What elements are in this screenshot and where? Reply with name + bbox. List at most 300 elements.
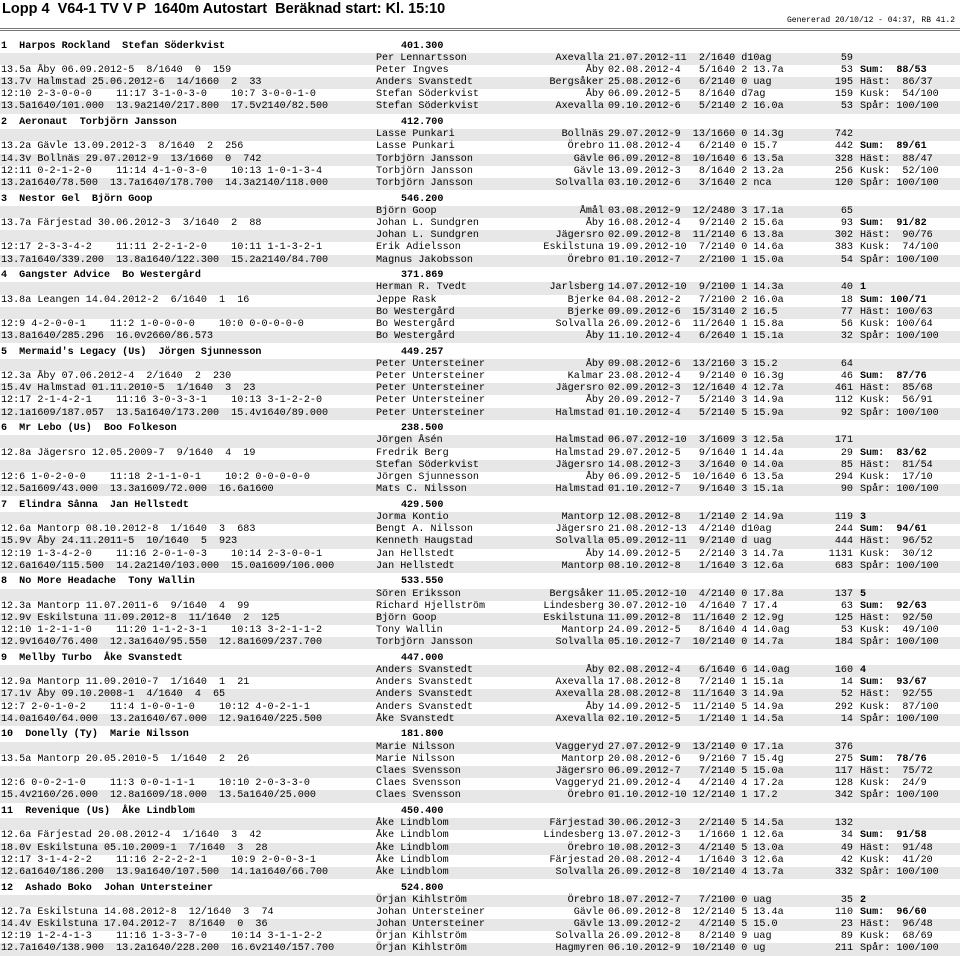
horse-line: [0, 65, 960, 77]
line-earnings: 1131: [828, 548, 853, 560]
line-track: Mantorp: [561, 625, 604, 637]
line-track: Vaggeryd: [555, 741, 604, 753]
line-stats: Sum: 94/61: [860, 524, 927, 536]
line-start-record: 21.08.2012-13 4/2140 d10ag: [608, 524, 772, 536]
horse-line: [0, 448, 960, 460]
line-start-record: 10.08.2012-3 4/2140 5 13.0a: [608, 842, 784, 854]
horse-line: [0, 359, 960, 371]
horse-name-driver: 11 Revenique (Us) Åke Lindblom: [1, 806, 195, 817]
line-stats: Sum: 91/82: [860, 217, 927, 229]
line-driver: Bo Westergård: [376, 318, 455, 330]
line-history: 12.3a Mantorp 11.07.2011-6 9/1640 4 99: [1, 600, 250, 612]
horse-name-driver: 10 Donelly (Ty) Marie Nilsson: [1, 729, 189, 741]
line-driver: Johan L. Sundgren: [376, 230, 479, 242]
line-track: Åby: [585, 358, 604, 370]
horse-line: [0, 677, 960, 689]
line-stats: Spår: 100/100: [860, 484, 939, 496]
line-stats: Häst: 100/63: [860, 306, 933, 318]
horse-line: [0, 637, 960, 649]
line-driver: Jan Hellstedt: [376, 548, 455, 560]
line-start-record: 05.10.2012-7 10/2140 0 14.7a: [608, 637, 784, 649]
line-stats: Spår: 100/100: [860, 177, 939, 189]
line-start-record: 30.06.2012-3 2/2140 5 14.5a: [608, 818, 784, 830]
line-driver: Magnus Jakobsson: [376, 254, 473, 266]
line-earnings: 683: [834, 560, 853, 572]
line-track: Jägersro: [555, 383, 604, 395]
line-start-record: 17.08.2012-8 7/2140 1 15.1a: [608, 677, 784, 689]
line-stats: Sum: 92/63: [860, 600, 927, 612]
horse-line: [0, 601, 960, 613]
horse-points: 449.257: [401, 346, 444, 358]
line-history: 13.5a Åby 06.09.2012-5 8/1640 0 159: [1, 64, 232, 76]
line-driver: Åke Svanstedt: [376, 713, 455, 725]
horse-line: [0, 790, 960, 802]
horse-line: [0, 742, 960, 754]
line-track: Mantorp: [561, 560, 604, 572]
horse-line: [0, 830, 960, 842]
line-earnings: 342: [834, 790, 853, 802]
horse-line: [0, 907, 960, 919]
line-stats: Kusk: 56/91: [860, 395, 933, 407]
line-track: Solvalla: [555, 637, 604, 649]
line-stats: Spår: 100/100: [860, 407, 939, 419]
line-earnings: 292: [834, 701, 853, 713]
horse-block: [0, 270, 960, 343]
line-stats: Häst: 96/52: [860, 536, 933, 548]
line-start-record: 06.09.2012-8 12/2140 5 13.4a: [608, 906, 784, 918]
line-driver: Erik Adielsson: [376, 242, 461, 254]
horse-block: [0, 883, 960, 956]
line-start-record: 20.08.2012-6 9/2160 7 15.4g: [608, 753, 784, 765]
horse-line: [0, 242, 960, 254]
line-track: Gävle: [573, 919, 604, 931]
line-driver: Stefan Söderkvist: [376, 101, 479, 113]
line-stats: Kusk: 30/12: [860, 548, 933, 560]
line-driver: Fredrik Berg: [376, 447, 449, 459]
line-earnings: 63: [840, 600, 853, 612]
line-driver: Lasse Punkari: [376, 141, 455, 153]
line-start-record: 05.09.2012-11 9/2140 d uag: [608, 536, 772, 548]
line-track: Solvalla: [555, 536, 604, 548]
line-history: 15.4v Halmstad 01.11.2010-5 1/1640 3 23: [1, 383, 256, 395]
line-track: Åby: [585, 665, 604, 677]
line-start-record: 09.10.2012-6 5/2140 2 16.0a: [608, 101, 784, 113]
line-stats: Kusk: 68/69: [860, 931, 933, 943]
line-start-record: 01.10.2012-10 12/2140 1 17.2: [608, 790, 778, 802]
line-driver: Jan Hellstedt: [376, 560, 455, 572]
line-track: Åby: [585, 701, 604, 713]
line-earnings: 119: [834, 511, 853, 523]
line-history: 13.7a1640/339.200 13.8a1640/122.300 15.2a2140/84.700: [1, 254, 329, 266]
line-driver: Tony Wallin: [376, 625, 443, 637]
line-stats: Sum: 78/76: [860, 753, 927, 765]
line-start-record: 13.09.2012-3 8/1640 2 13.2a: [608, 165, 784, 177]
line-history: 12:17 2-3-3-4-2 11:11 2-2-1-2-0 10:11 1-1-3-2-1: [1, 242, 323, 254]
horse-line: [0, 766, 960, 778]
line-stats: Kusk: 17/10: [860, 472, 933, 483]
horse-points: 546.200: [401, 193, 444, 205]
line-start-record: 25.08.2012-6 6/2140 0 uag: [608, 77, 772, 89]
line-track: Åby: [585, 331, 604, 343]
line-stats: Kusk: 41/20: [860, 854, 933, 866]
line-earnings: 112: [834, 395, 853, 407]
horse-name-driver: 6 Mr Lebo (Us) Boo Folkeson: [1, 423, 177, 435]
line-start-record: 01.10.2012-7 9/1640 3 15.1a: [608, 484, 784, 496]
line-start-record: 06.09.2012-5 8/1640 d7ag: [608, 89, 766, 101]
horse-name-driver: 3 Nestor Gel Björn Goop: [1, 193, 153, 205]
horse-block: [0, 806, 960, 879]
line-track: Jägersro: [555, 766, 604, 777]
line-driver: Claes Svensson: [376, 790, 461, 802]
line-earnings: 376: [834, 741, 853, 753]
line-stats: Kusk: 24/9: [860, 778, 927, 790]
line-earnings: 14: [840, 713, 853, 725]
line-start-record: 14.09.2012-5 2/2140 3 14.7a: [608, 548, 784, 560]
line-track: Åby: [585, 548, 604, 560]
line-stats: Sum: 91/58: [860, 830, 927, 842]
line-track: Åby: [585, 472, 604, 483]
horse-line: [0, 714, 960, 726]
line-driver: Jeppe Rask: [376, 294, 437, 306]
line-track: Axevalla: [555, 677, 604, 689]
line-track: Örebro: [567, 894, 604, 906]
line-track: Jägersro: [555, 524, 604, 536]
line-earnings: 46: [840, 371, 853, 383]
line-earnings: 195: [834, 77, 853, 89]
line-earnings: 77: [840, 306, 853, 318]
line-track: Mantorp: [561, 511, 604, 523]
line-track: Åby: [585, 64, 604, 76]
horse-line: [0, 218, 960, 230]
line-start-record: 26.09.2012-8 10/2140 4 13.7a: [608, 866, 784, 878]
line-earnings: 442: [834, 141, 853, 153]
line-start-record: 13.07.2012-3 1/1660 1 12.6a: [608, 830, 784, 842]
horse-line: [0, 435, 960, 447]
horse-line: [0, 371, 960, 383]
line-history: 13.2a1640/78.500 13.7a1640/178.700 14.3a2140/118.000: [1, 177, 329, 189]
line-start-record: 06.09.2012-8 10/1640 6 13.5a: [608, 153, 784, 165]
line-start-record: 09.08.2012-6 13/2160 3 15.2: [608, 358, 778, 370]
line-track: Solvalla: [555, 931, 604, 943]
line-start-record: 14.07.2012-10 9/2100 1 14.3a: [608, 282, 784, 294]
horse-block: [0, 500, 960, 573]
line-stats: Sum: 89/61: [860, 141, 927, 153]
line-earnings: 294: [834, 472, 853, 483]
horse-line: [0, 778, 960, 790]
line-history: 12.3a Åby 07.06.2012-4 2/1640 2 230: [1, 371, 232, 383]
line-earnings: 461: [834, 383, 853, 395]
line-stats: Spår: 100/100: [860, 713, 939, 725]
line-track: Jägersro: [555, 230, 604, 242]
line-stats: Häst: 96/48: [860, 919, 933, 931]
horse-points: 533.550: [401, 576, 444, 588]
line-stats: Häst: 85/68: [860, 383, 933, 395]
line-history: 14.4v Eskilstuna 17.04.2012-7 8/1640 0 36: [1, 919, 268, 931]
line-track: Åby: [585, 217, 604, 229]
horse-header: [0, 653, 960, 665]
horse-line: [0, 395, 960, 407]
line-driver: Bo Westergård: [376, 306, 455, 318]
horse-line: [0, 53, 960, 65]
line-start-record: 20.08.2012-4 1/1640 3 12.6a: [608, 854, 784, 866]
line-history: 12.6a Färjestad 20.08.2012-4 1/1640 3 42: [1, 830, 262, 842]
line-earnings: 85: [840, 459, 853, 471]
line-history: 12:17 2-1-4-2-1 11:16 3-0-3-3-1 10:13 3-1-2-2-0: [1, 395, 323, 407]
line-earnings: 14: [840, 677, 853, 689]
line-history: 13.5a1640/101.000 13.9a2140/217.800 17.5v2140/82.500: [1, 101, 329, 113]
line-stats: Kusk: 54/100: [860, 89, 939, 101]
line-earnings: 383: [834, 242, 853, 254]
line-earnings: 53: [840, 64, 853, 76]
horse-header: [0, 806, 960, 818]
horse-points: 371.869: [401, 270, 444, 282]
line-earnings: 117: [834, 766, 853, 777]
line-driver: Johan Untersteiner: [376, 919, 486, 931]
line-earnings: 211: [834, 943, 853, 955]
horse-line: [0, 295, 960, 307]
line-start-record: 02.10.2012-5 1/2140 1 14.5a: [608, 713, 784, 725]
line-history: 14.3v Bollnäs 29.07.2012-9 13/1660 0 742: [1, 153, 262, 165]
line-start-record: 11.08.2012-4 6/2140 0 15.7: [608, 141, 778, 153]
line-driver: Kenneth Haugstad: [376, 536, 473, 548]
line-driver: Bengt A. Nilsson: [376, 524, 473, 536]
line-history: 12:6 0-0-2-1-0 11:3 0-0-1-1-1 10:10 2-0-3-3-0: [1, 778, 310, 790]
line-track: Örebro: [567, 254, 604, 266]
line-stats: Häst: 75/72: [860, 766, 933, 777]
line-track: Örebro: [567, 141, 604, 153]
line-earnings: 23: [840, 919, 853, 931]
horse-header: [0, 347, 960, 359]
line-earnings: 49: [840, 842, 853, 854]
horse-header: [0, 883, 960, 895]
line-start-record: 01.10.2012-4 5/2140 5 15.9a: [608, 407, 784, 419]
line-driver: Torbjörn Jansson: [376, 637, 473, 649]
line-start-record: 29.07.2012-9 13/1660 0 14.3g: [608, 129, 784, 141]
line-track: Halmstad: [555, 435, 604, 447]
horse-line: [0, 855, 960, 867]
line-earnings: 137: [834, 588, 853, 600]
line-driver: Peter Untersteiner: [376, 358, 486, 370]
line-start-record: 06.09.2012-5 10/1640 6 13.5a: [608, 472, 784, 483]
horse-line: [0, 408, 960, 420]
line-track: Lindesberg: [543, 600, 604, 612]
line-start-record: 06.09.2012-7 7/2140 5 15.0a: [608, 766, 784, 777]
line-track: Färjestad: [549, 818, 604, 830]
line-stats: Häst: 92/50: [860, 612, 933, 624]
line-driver: Torbjörn Jansson: [376, 153, 473, 165]
line-stats: Häst: 90/76: [860, 230, 933, 242]
line-driver: Peter Untersteiner: [376, 395, 486, 407]
line-earnings: 332: [834, 866, 853, 878]
line-start-record: 14.09.2012-5 11/2140 5 14.9a: [608, 701, 784, 713]
line-driver: Sören Eriksson: [376, 588, 461, 600]
horse-line: [0, 484, 960, 496]
horse-block: [0, 347, 960, 420]
line-driver: Richard Hjellström: [376, 600, 486, 612]
horse-line: [0, 895, 960, 907]
line-driver: Peter Untersteiner: [376, 383, 486, 395]
line-stats: Kusk: 87/100: [860, 701, 939, 713]
line-start-record: 11.09.2012-8 11/1640 2 12.9g: [608, 612, 784, 624]
line-history: 15.9v Åby 24.11.2011-5 10/1640 5 923: [1, 536, 238, 548]
header-rule-lower: [0, 30, 960, 31]
line-driver: Åke Lindblom: [376, 866, 449, 878]
line-earnings: 302: [834, 230, 853, 242]
line-earnings: 444: [834, 536, 853, 548]
line-track: Örebro: [567, 790, 604, 802]
horse-line: [0, 331, 960, 343]
line-history: 12.7a Eskilstuna 14.08.2012-8 12/1640 3 74: [1, 906, 274, 918]
line-track: Jägersro: [555, 459, 604, 471]
generated-timestamp: Genererad 20/10/12 - 04:37, RB 41.2: [786, 16, 955, 25]
horse-header: [0, 41, 960, 53]
line-stats: Kusk: 52/100: [860, 165, 939, 177]
line-start-record: 02.09.2012-3 12/1640 4 12.7a: [608, 383, 784, 395]
line-stats: Sum: 100/71: [860, 294, 927, 306]
horse-line: [0, 536, 960, 548]
horse-line: [0, 206, 960, 218]
line-start-record: 02.08.2012-4 5/1640 2 13.7a: [608, 64, 784, 76]
line-stats: Spår: 100/100: [860, 637, 939, 649]
line-track: Kalmar: [567, 371, 604, 383]
horse-line: [0, 549, 960, 561]
line-stats: Spår: 100/100: [860, 254, 939, 266]
horse-name-driver: 2 Aeronaut Torbjörn Jansson: [1, 117, 177, 129]
horse-points: 401.300: [401, 40, 444, 52]
line-earnings: 42: [840, 854, 853, 866]
horse-line: [0, 178, 960, 190]
line-track: Åby: [585, 395, 604, 407]
header-rule: [0, 28, 960, 29]
line-stats: 2: [860, 894, 867, 906]
horse-line: [0, 818, 960, 830]
line-history: 13.8a Leangen 14.04.2012-2 6/1640 1 16: [1, 294, 250, 306]
line-driver: Bo Westergård: [376, 331, 455, 343]
line-driver: Peter Untersteiner: [376, 407, 486, 419]
horse-line: [0, 77, 960, 89]
line-track: Halmstad: [555, 447, 604, 459]
line-track: Åby: [585, 89, 604, 101]
line-track: Gävle: [573, 153, 604, 165]
line-history: 13.8a1640/285.296 16.0v2660/86.573: [1, 331, 214, 343]
line-start-record: 30.07.2012-10 4/1640 7 17.4: [608, 600, 778, 612]
line-start-record: 03.08.2012-9 12/2480 3 17.1a: [608, 205, 784, 217]
line-stats: 3: [860, 511, 867, 523]
race-title: Lopp 4 V64-1 TV V P 1640m Autostart Beräknad start: Kl. 15:10: [2, 1, 446, 17]
line-history: 15.4v2160/26.000 12.8a1609/18.000 13.5a1640/25.000: [1, 790, 316, 802]
line-earnings: 742: [834, 129, 853, 141]
horse-line: [0, 524, 960, 536]
horse-points: 412.700: [401, 117, 444, 129]
line-earnings: 54: [840, 254, 853, 266]
horse-header: [0, 576, 960, 588]
horse-line: [0, 919, 960, 931]
line-earnings: 120: [834, 177, 853, 189]
line-track: Jarlsberg: [549, 282, 604, 294]
line-start-record: 28.08.2012-8 11/1640 3 14.9a: [608, 689, 784, 701]
horse-line: [0, 230, 960, 242]
line-driver: Jorma Kontio: [376, 511, 449, 523]
line-earnings: 35: [840, 894, 853, 906]
horse-name-driver: 12 Ashado Boko Johan Untersteiner: [1, 882, 214, 894]
line-history: 12:17 3-1-4-2-2 11:16 2-2-2-2-1 10:9 2-0-0-3-1: [1, 854, 316, 866]
line-stats: 4: [860, 665, 867, 677]
line-start-record: 21.09.2012-4 4/2140 4 17.2a: [608, 778, 784, 790]
horse-points: 238.500: [401, 423, 444, 435]
line-stats: 5: [860, 588, 867, 600]
line-start-record: 11.05.2012-10 4/2140 0 17.8a: [608, 588, 784, 600]
line-earnings: 90: [840, 484, 853, 496]
line-history: 12.1a1609/187.057 13.5a1640/173.200 15.4v1640/89.000: [1, 407, 329, 419]
horse-block: [0, 194, 960, 267]
line-earnings: 89: [840, 931, 853, 943]
horse-line: [0, 589, 960, 601]
line-stats: Häst: 81/54: [860, 459, 933, 471]
horse-line: [0, 625, 960, 637]
line-start-record: 26.09.2012-6 11/2640 1 15.8a: [608, 318, 784, 330]
horse-line: [0, 460, 960, 472]
line-earnings: 40: [840, 282, 853, 294]
line-start-record: 26.09.2012-8 8/2140 9 uag: [608, 931, 772, 943]
line-track: Axevalla: [555, 52, 604, 64]
line-earnings: 64: [840, 358, 853, 370]
horse-line: [0, 383, 960, 395]
line-history: 12.9v Eskilstuna 11.09.2012-8 11/1640 2 125: [1, 612, 280, 624]
line-start-record: 24.09.2012-5 8/1640 4 14.0ag: [608, 625, 790, 637]
line-stats: Kusk: 100/64: [860, 318, 933, 330]
line-driver: Stefan Söderkvist: [376, 89, 479, 101]
line-driver: Torbjörn Jansson: [376, 177, 473, 189]
line-start-record: 20.09.2012-7 5/2140 3 14.9a: [608, 395, 784, 407]
line-stats: Häst: 92/55: [860, 689, 933, 701]
line-track: Halmstad: [555, 484, 604, 496]
line-start-record: 02.09.2012-8 11/2140 6 13.8a: [608, 230, 784, 242]
line-history: 12:9 4-2-0-0-1 11:2 1-0-0-0-0 10:0 0-0-0-0-0: [1, 318, 304, 330]
horse-points: 524.800: [401, 882, 444, 894]
line-stats: 1: [860, 282, 867, 294]
line-track: Lindesberg: [543, 830, 604, 842]
horse-line: [0, 512, 960, 524]
horse-header: [0, 270, 960, 282]
line-history: 13.7a Färjestad 30.06.2012-3 3/1640 2 88: [1, 217, 262, 229]
line-track: Axevalla: [555, 713, 604, 725]
line-track: Eskilstuna: [543, 612, 604, 624]
line-earnings: 56: [840, 318, 853, 330]
line-driver: Åke Lindblom: [376, 842, 449, 854]
line-driver: Anders Svanstedt: [376, 689, 473, 701]
line-driver: Marie Nilsson: [376, 753, 455, 765]
line-start-record: 02.08.2012-4 6/1640 6 14.0ag: [608, 665, 790, 677]
line-driver: Örjan Kihlström: [376, 931, 467, 943]
line-earnings: 29: [840, 447, 853, 459]
horse-block: [0, 729, 960, 802]
line-history: 12.6a1640/115.500 14.2a2140/103.000 15.0a1609/106.000: [1, 560, 335, 572]
line-track: Färjestad: [549, 854, 604, 866]
line-stats: Spår: 100/100: [860, 790, 939, 802]
horse-name-driver: 9 Mellby Turbo Åke Svanstedt: [1, 652, 183, 664]
line-start-record: 01.10.2012-7 2/2100 1 15.0a: [608, 254, 784, 266]
line-start-record: 14.08.2012-3 3/1640 0 14.0a: [608, 459, 784, 471]
line-start-record: 04.08.2012-2 7/2100 2 16.0a: [608, 294, 784, 306]
line-start-record: 19.09.2012-10 7/2140 0 14.6a: [608, 242, 784, 254]
line-driver: Anders Svanstedt: [376, 77, 473, 89]
line-history: 13.2a Gävle 13.09.2012-3 8/1640 2 256: [1, 141, 244, 153]
line-track: Åmål: [579, 205, 604, 217]
line-track: Mantorp: [561, 753, 604, 765]
horse-line: [0, 319, 960, 331]
line-driver: Björn Goop: [376, 612, 437, 624]
line-track: Halmstad: [555, 407, 604, 419]
